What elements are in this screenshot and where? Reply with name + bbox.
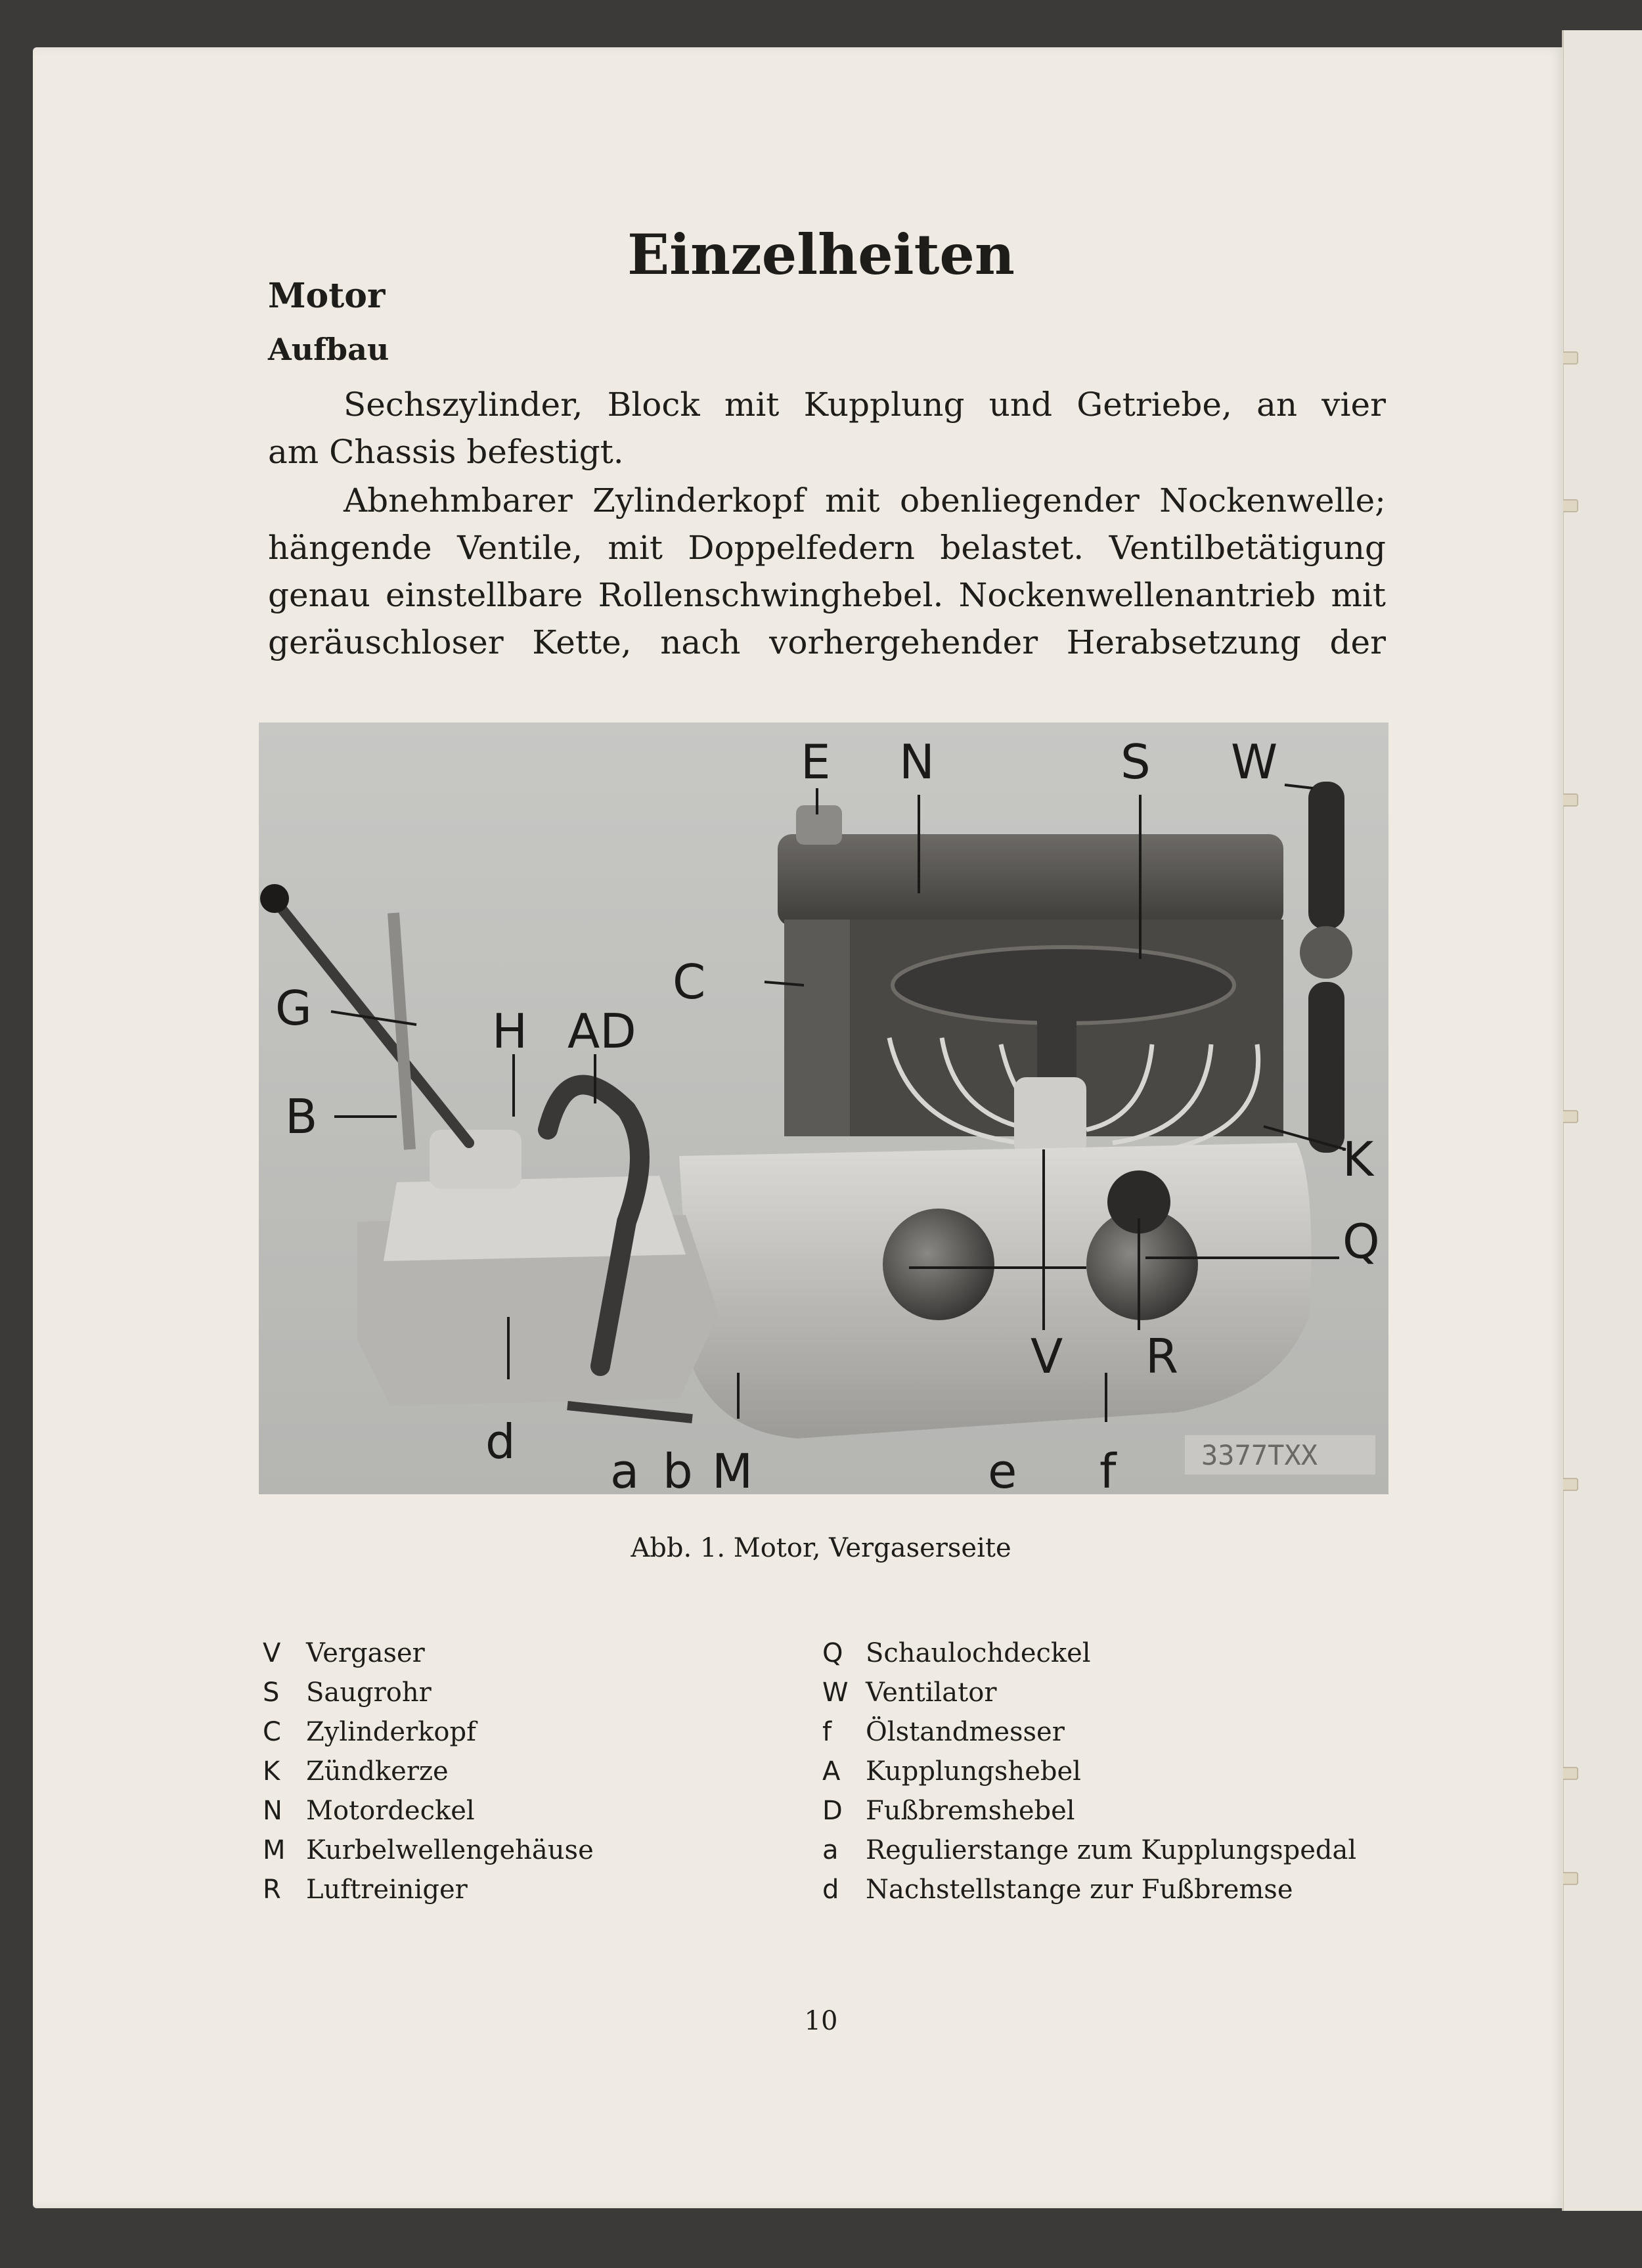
legend-letter: A bbox=[822, 1756, 841, 1787]
engine-cover bbox=[778, 834, 1283, 926]
figure-caption: Abb. 1. Motor, Vergaserseite bbox=[631, 1533, 1011, 1563]
legend-text: Luftreiniger bbox=[306, 1875, 468, 1905]
legend-letter: R bbox=[263, 1875, 281, 1905]
legend-text: Zylinderkopf bbox=[306, 1717, 476, 1747]
text-line: geräuschloser Kette, nach vorhergehender Herabsetzung der bbox=[268, 623, 1386, 661]
legend-letter: a bbox=[822, 1835, 839, 1865]
legend-text: Nachstellstange zur Fußbremse bbox=[866, 1875, 1293, 1905]
legend-letter: M bbox=[263, 1835, 286, 1865]
legend-text: Motordeckel bbox=[306, 1796, 475, 1826]
figure-label: b bbox=[663, 1444, 693, 1494]
page-title: Einzelheiten bbox=[627, 222, 1015, 287]
figure-label: Q bbox=[1342, 1214, 1380, 1269]
legend-item bbox=[822, 1712, 1356, 1752]
subsection-heading: Aufbau bbox=[268, 332, 389, 367]
figure-label: M bbox=[712, 1444, 753, 1494]
carburettor bbox=[1014, 1077, 1086, 1156]
legend-text: Schaulochdeckel bbox=[866, 1638, 1091, 1668]
legend-letter: d bbox=[822, 1875, 839, 1905]
figure-label: W bbox=[1231, 734, 1278, 789]
legend-item bbox=[822, 1831, 1356, 1870]
legend-text: Kurbelwellengehäuse bbox=[306, 1835, 594, 1865]
legend-item bbox=[822, 1634, 1356, 1673]
legend-item bbox=[822, 1673, 1356, 1712]
plate-number: 3377TXX bbox=[1201, 1439, 1318, 1471]
text-line: hängende Ventile, mit Doppelfedern belastet. Ventilbetätigung bbox=[268, 529, 1386, 567]
legend-letter: Q bbox=[822, 1638, 843, 1668]
text-line: Sechszylinder, Block mit Kupplung und Getriebe, an vier bbox=[344, 386, 1386, 424]
figure-label: S bbox=[1121, 734, 1151, 789]
section-heading: Motor bbox=[268, 276, 386, 316]
legend-item bbox=[263, 1752, 594, 1791]
legend-letter: f bbox=[822, 1717, 832, 1747]
legend-item bbox=[822, 1870, 1356, 1909]
text-line: am Chassis befestigt. bbox=[268, 433, 624, 471]
engine-figure bbox=[259, 723, 1388, 1494]
page-number: 10 bbox=[804, 2006, 838, 2036]
legend-text: Kupplungshebel bbox=[866, 1756, 1081, 1787]
figure-label: N bbox=[899, 734, 935, 789]
legend-letter: C bbox=[263, 1717, 281, 1747]
legend-item bbox=[263, 1791, 594, 1831]
legend-item bbox=[822, 1752, 1356, 1791]
figure-label: V bbox=[1031, 1329, 1063, 1384]
figure-label: a bbox=[610, 1444, 640, 1494]
legend-item bbox=[263, 1634, 594, 1673]
figure-label: f bbox=[1099, 1444, 1117, 1494]
fan-blade-top bbox=[1308, 782, 1344, 929]
text-line: genau einstellbare Rollenschwinghebel. Nockenwellenantrieb mit bbox=[268, 576, 1386, 614]
oil-filler-cap bbox=[796, 805, 842, 845]
inspection-cover-left bbox=[883, 1209, 994, 1320]
figure-label: K bbox=[1342, 1132, 1374, 1187]
legend-letter: K bbox=[263, 1756, 280, 1787]
legend-letter: V bbox=[263, 1638, 281, 1668]
figure-label: C bbox=[673, 954, 706, 1010]
figure-label: H bbox=[492, 1004, 528, 1059]
text-line: Abnehmbarer Zylinderkopf mit obenliegender Nockenwelle; bbox=[344, 481, 1386, 520]
legend-text: Vergaser bbox=[306, 1638, 425, 1668]
fan-blade-bottom bbox=[1308, 982, 1344, 1153]
crankcase bbox=[679, 1143, 1312, 1438]
fan-hub bbox=[1300, 926, 1352, 979]
legend-letter: D bbox=[822, 1796, 843, 1826]
figure-label: d bbox=[485, 1414, 516, 1469]
figure-label: B bbox=[285, 1089, 318, 1144]
figure-label: AD bbox=[567, 1004, 636, 1059]
figure-label: e bbox=[988, 1444, 1017, 1494]
legend-text: Ventilator bbox=[866, 1678, 997, 1708]
legend-left bbox=[263, 1634, 594, 1909]
legend-item bbox=[263, 1831, 594, 1870]
cylinder-head-side bbox=[784, 920, 850, 1136]
legend-item bbox=[822, 1791, 1356, 1831]
legend-letter: W bbox=[822, 1678, 849, 1708]
figure-label: R bbox=[1145, 1329, 1179, 1384]
figure-label: G bbox=[275, 981, 312, 1036]
legend-text: Regulierstange zum Kupplungspedal bbox=[866, 1835, 1357, 1865]
legend-item bbox=[263, 1870, 594, 1909]
legend-letter: N bbox=[263, 1796, 282, 1826]
legend-text: Fußbremshebel bbox=[866, 1796, 1075, 1826]
legend-text: Zündkerze bbox=[306, 1756, 449, 1787]
legend-right bbox=[822, 1634, 1356, 1909]
figure-label: E bbox=[801, 734, 831, 789]
gear-lever-knob bbox=[260, 884, 289, 913]
legend-text: Ölstandmesser bbox=[866, 1717, 1065, 1747]
shift-housing bbox=[430, 1130, 521, 1189]
legend-text: Saugrohr bbox=[306, 1678, 432, 1708]
legend-letter: S bbox=[263, 1678, 280, 1708]
legend-item bbox=[263, 1673, 594, 1712]
legend-item bbox=[263, 1712, 594, 1752]
